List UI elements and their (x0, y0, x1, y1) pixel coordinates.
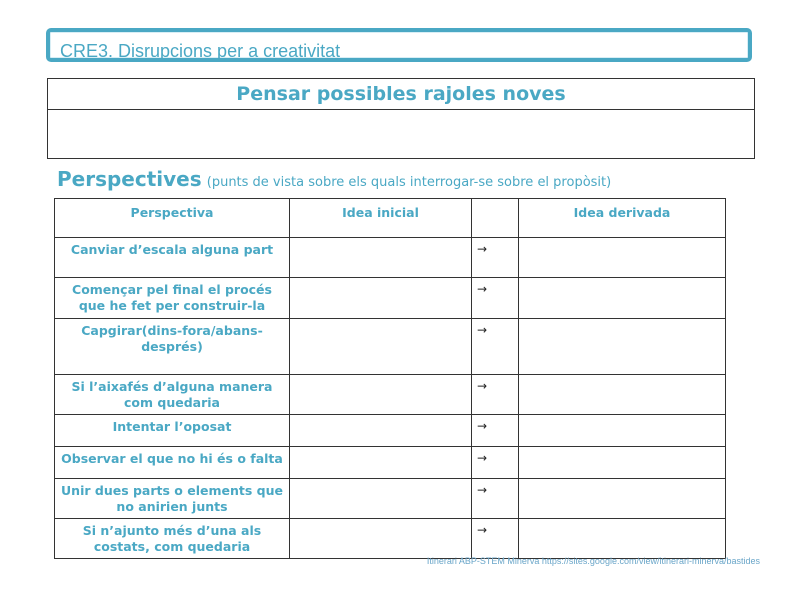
table-row (55, 375, 726, 415)
footer-credit: Itinerari ABP-STEM Minerva https://sites.google.com/view/itinerari-minerva/bastides (426, 556, 760, 566)
perspectives-subtitle: (punts de vista sobre els quals interrogar-se sobre el propòsit) (206, 175, 612, 190)
arrow-icon: → (472, 415, 519, 447)
initial-idea-cell[interactable] (290, 519, 472, 559)
table-row (55, 238, 726, 278)
derived-idea-cell[interactable] (519, 519, 726, 559)
derived-idea-cell[interactable] (519, 447, 726, 479)
perspective-label: Intentar l’oposat (55, 415, 290, 447)
think-answer-cell[interactable] (48, 110, 755, 159)
table-header-row (55, 199, 726, 238)
derived-idea-cell[interactable] (519, 415, 726, 447)
perspectives-table (54, 198, 726, 559)
initial-idea-cell[interactable] (290, 238, 472, 278)
initial-idea-cell[interactable] (290, 278, 472, 319)
table-row (55, 415, 726, 447)
perspective-label: Si l’aixafés d’alguna manera com quedaria (55, 375, 290, 415)
table-row (55, 519, 726, 559)
initial-idea-cell[interactable] (290, 447, 472, 479)
title-box (46, 28, 752, 62)
table-row (55, 479, 726, 519)
initial-idea-cell[interactable] (290, 319, 472, 375)
arrow-icon: → (472, 519, 519, 559)
perspective-label: Si n’ajunto més d’una als costats, com quedaria (55, 519, 290, 559)
perspective-label: Observar el que no hi és o falta (55, 447, 290, 479)
perspectives-title: Perspectives (57, 167, 202, 191)
derived-idea-cell[interactable] (519, 238, 726, 278)
column-header-arrow (472, 199, 519, 238)
think-heading: Pensar possibles rajoles noves (48, 79, 755, 110)
perspectives-heading (57, 167, 611, 191)
table-row (55, 447, 726, 479)
perspective-label: Unir dues parts o elements que no anirien junts (55, 479, 290, 519)
perspective-label: Capgirar(dins-fora/abans-després) (55, 319, 290, 375)
arrow-icon: → (472, 278, 519, 319)
arrow-icon: → (472, 479, 519, 519)
derived-idea-cell[interactable] (519, 278, 726, 319)
derived-idea-cell[interactable] (519, 319, 726, 375)
derived-idea-cell[interactable] (519, 479, 726, 519)
table-row (55, 278, 726, 319)
table-row (55, 319, 726, 375)
think-table (47, 78, 755, 159)
derived-idea-cell[interactable] (519, 375, 726, 415)
column-header-initial-idea: Idea inicial (290, 199, 472, 238)
arrow-icon: → (472, 375, 519, 415)
column-header-perspective: Perspectiva (55, 199, 290, 238)
initial-idea-cell[interactable] (290, 375, 472, 415)
initial-idea-cell[interactable] (290, 415, 472, 447)
initial-idea-cell[interactable] (290, 479, 472, 519)
perspective-label: Canviar d’escala alguna part (55, 238, 290, 278)
arrow-icon: → (472, 319, 519, 375)
arrow-icon: → (472, 447, 519, 479)
perspective-label: Començar pel final el procés que he fet per construir-la (55, 278, 290, 319)
column-header-derived-idea: Idea derivada (519, 199, 726, 238)
arrow-icon: → (472, 238, 519, 278)
page-title: CRE3. Disrupcions per a creativitat (60, 41, 341, 61)
